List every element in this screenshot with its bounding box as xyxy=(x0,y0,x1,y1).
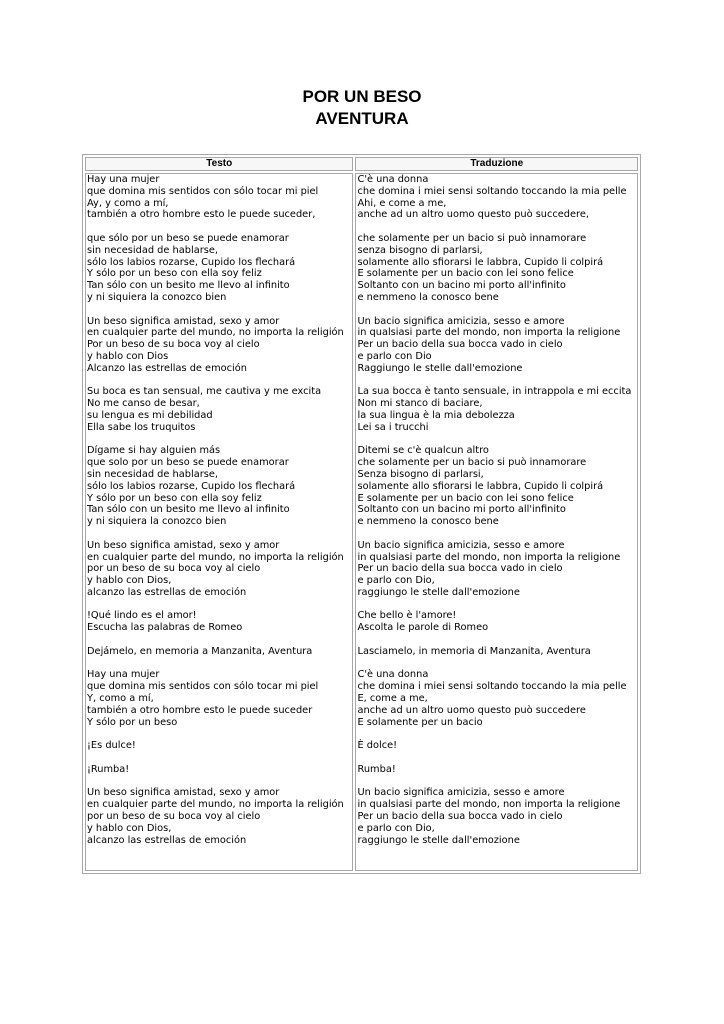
traduzione-line: la sua lingua è la mia debolezza xyxy=(357,409,515,421)
traduzione-line: in qualsiasi parte del mondo, non importa la religione xyxy=(357,799,621,811)
column-header-testo: Testo xyxy=(85,157,353,171)
testo-line: No me canso de besar, xyxy=(87,398,200,410)
testo-line: alcanzo las estrellas de emoción xyxy=(87,586,247,598)
testo-stanza xyxy=(87,386,351,433)
traduzione-line: E, come a me, xyxy=(357,693,428,705)
testo-line: Ella sabe los truquitos xyxy=(87,421,196,433)
traduzione-line: anche ad un altro uomo questo può succedere xyxy=(357,704,586,716)
traduzione-stanza xyxy=(357,386,636,433)
testo-line: Un beso significa amistad, sexo y amor xyxy=(87,539,280,551)
testo-line: Y sólo por un beso xyxy=(87,716,178,728)
lyrics-table xyxy=(82,154,641,874)
traduzione-line: E solamente per un bacio con lei sono felice xyxy=(357,492,574,504)
traduzione-line: Non mi stanco di baciare, xyxy=(357,398,483,410)
testo-line: Por un beso de su boca voy al cielo xyxy=(87,339,260,351)
testo-line: sólo los labios rozarse, Cupido los flechará xyxy=(87,256,296,268)
testo-line: en cualquier parte del mundo, no importa la religión xyxy=(87,327,344,339)
traduzione-stanza xyxy=(357,316,636,375)
traduzione-line: solamente allo sfiorarsi le labbra, Cupido li colpirá xyxy=(357,256,604,268)
testo-line: Hay una mujer xyxy=(87,174,160,185)
traduzione-line: Ditemi se c'è qualcun altro xyxy=(357,445,489,457)
column-header-traduzione: Traduzione xyxy=(355,157,638,171)
testo-line: Alcanzo las estrellas de emoción xyxy=(87,362,247,374)
traduzione-line: Lei sa i trucchi xyxy=(357,421,429,433)
testo-line: por un beso de su boca voy al cielo xyxy=(87,563,261,575)
lyrics-header-row xyxy=(85,157,638,171)
testo-line: que solo por un beso se puede enamorar xyxy=(87,457,289,469)
traduzione-line: senza bisogno di parlarsi, xyxy=(357,244,483,256)
testo-line: Un beso significa amistad, sexo y amor xyxy=(87,787,280,799)
testo-stanza xyxy=(87,174,351,221)
testo-line: Su boca es tan sensual, me cautiva y me excita xyxy=(87,386,322,398)
testo-line: su lengua es mi debilidad xyxy=(87,409,213,421)
song-title-line-1: POR UN BESO xyxy=(302,87,422,106)
testo-stanza xyxy=(87,316,351,375)
testo-line: en cualquier parte del mundo, no importa la religión xyxy=(87,551,344,563)
traduzione-stanza xyxy=(357,646,636,658)
traduzione-line: e nemmeno la conosco bene xyxy=(357,516,499,528)
testo-line: Escucha las palabras de Romeo xyxy=(87,622,243,634)
testo-line: en cualquier parte del mundo, no importa la religión xyxy=(87,799,344,811)
testo-line: Y sólo por un beso con ella soy feliz xyxy=(87,268,262,280)
testo-line: Dígame si hay alguien más xyxy=(87,445,221,457)
traduzione-line: Per un bacio della sua bocca vado in cielo xyxy=(357,811,563,823)
traduzione-line: e nemmeno la conosco bene xyxy=(357,291,499,303)
traduzione-line: Un bacio significa amicizia, sesso e amore xyxy=(357,539,565,551)
traduzione-line: Rumba! xyxy=(357,763,396,775)
testo-line: Dejámelo, en memoria a Manzanita, Aventura xyxy=(87,645,313,657)
testo-stanza xyxy=(87,233,351,304)
traduzione-line: in qualsiasi parte del mondo, non importa la religione xyxy=(357,327,621,339)
testo-line: sólo los labios rozarse, Cupido los flechará xyxy=(87,480,296,492)
testo-line: que sólo por un beso se puede enamorar xyxy=(87,232,289,244)
traduzione-line: È dolce! xyxy=(357,740,398,752)
testo-line: y ni siquiera la conozco bien xyxy=(87,291,227,303)
traduzione-line: Ahi, e come a me, xyxy=(357,197,447,209)
lyrics-body-row xyxy=(85,173,638,871)
testo-line: y hablo con Dios, xyxy=(87,822,172,834)
testo-line: y hablo con Dios, xyxy=(87,575,172,587)
testo-line: que domina mis sentidos con sólo tocar mi piel xyxy=(87,681,319,693)
traduzione-line: Per un bacio della sua bocca vado in cielo xyxy=(357,339,563,351)
testo-line: sin necesidad de hablarse, xyxy=(87,468,218,480)
traduzione-line: C'è una donna xyxy=(357,669,429,681)
testo-line: sin necesidad de hablarse, xyxy=(87,244,218,256)
testo-line: ¡Es dulce! xyxy=(87,740,136,752)
traduzione-stanza xyxy=(357,669,636,728)
traduzione-line: e parlo con Dio xyxy=(357,350,432,362)
testo-line: Tan sólo con un besito me llevo al infinito xyxy=(87,280,290,292)
testo-stanza xyxy=(87,646,351,658)
traduzione-line: raggiungo le stelle dall'emozione xyxy=(357,834,520,846)
traduzione-line: e parlo con Dio, xyxy=(357,575,435,587)
traduzione-stanza xyxy=(357,764,636,776)
traduzione-line: Un bacio significa amicizia, sesso e amore xyxy=(357,787,565,799)
traduzione-stanza xyxy=(357,233,636,304)
testo-column xyxy=(85,173,353,871)
traduzione-line: Che bello è l'amore! xyxy=(357,610,457,622)
testo-stanza xyxy=(87,764,351,776)
traduzione-stanza xyxy=(357,740,636,752)
traduzione-line: E solamente per un bacio con lei sono felice xyxy=(357,268,574,280)
testo-line: por un beso de su boca voy al cielo xyxy=(87,811,261,823)
testo-line: que domina mis sentidos con sólo tocar mi piel xyxy=(87,185,319,197)
testo-line: ¡Rumba! xyxy=(87,763,130,775)
testo-line: Tan sólo con un besito me llevo al infinito xyxy=(87,504,290,516)
song-title-line-2: AVENTURA xyxy=(315,109,409,128)
traduzione-line: che solamente per un bacio si può innamorare xyxy=(357,457,587,469)
traduzione-line: E solamente per un bacio xyxy=(357,716,483,728)
testo-stanza xyxy=(87,740,351,752)
traduzione-line: e parlo con Dio, xyxy=(357,822,435,834)
testo-line: también a otro hombre esto le puede suceder, xyxy=(87,209,316,221)
traduzione-line: Ascolta le parole di Romeo xyxy=(357,622,489,634)
traduzione-line: Per un bacio della sua bocca vado in cielo xyxy=(357,563,563,575)
traduzione-line: anche ad un altro uomo questo può succedere, xyxy=(357,209,590,221)
traduzione-stanza xyxy=(357,787,636,846)
traduzione-line: C'è una donna xyxy=(357,174,429,185)
traduzione-stanza xyxy=(357,445,636,528)
traduzione-line: Soltanto con un bacino mi porto all'infinito xyxy=(357,280,566,292)
testo-line: Y, como a mí, xyxy=(87,693,154,705)
testo-stanza xyxy=(87,669,351,728)
testo-line: y ni siquiera la conozco bien xyxy=(87,516,227,528)
testo-line: !Qué lindo es el amor! xyxy=(87,610,197,622)
testo-stanza xyxy=(87,610,351,634)
testo-line: Y sólo por un beso con ella soy feliz xyxy=(87,492,262,504)
traduzione-line: solamente allo sfiorarsi le labbra, Cupido li colpirá xyxy=(357,480,604,492)
traduzione-line: che domina i miei sensi soltando toccando la mia pelle xyxy=(357,185,627,197)
testo-line: también a otro hombre esto le puede suceder xyxy=(87,704,313,716)
testo-line: alcanzo las estrellas de emoción xyxy=(87,834,247,846)
traduzione-column xyxy=(355,173,638,871)
song-title xyxy=(0,86,724,130)
testo-line: Hay una mujer xyxy=(87,669,160,681)
traduzione-line: Soltanto con un bacino mi porto all'infinito xyxy=(357,504,566,516)
testo-line: y hablo con Dios xyxy=(87,350,169,362)
traduzione-line: in qualsiasi parte del mondo, non importa la religione xyxy=(357,551,621,563)
traduzione-line: La sua bocca è tanto sensuale, in intrappola e mi eccita xyxy=(357,386,632,398)
traduzione-line: Lasciamelo, in memoria di Manzanita, Aventura xyxy=(357,645,591,657)
traduzione-line: che solamente per un bacio si può innamorare xyxy=(357,232,587,244)
traduzione-line: Raggiungo le stelle dall'emozione xyxy=(357,362,523,374)
traduzione-stanza xyxy=(357,610,636,634)
testo-stanza xyxy=(87,540,351,599)
traduzione-line: raggiungo le stelle dall'emozione xyxy=(357,586,520,598)
testo-line: Ay, y como a mí, xyxy=(87,197,169,209)
traduzione-line: Un bacio significa amicizia, sesso e amore xyxy=(357,315,565,327)
testo-stanza xyxy=(87,787,351,846)
testo-stanza xyxy=(87,445,351,528)
traduzione-line: Senza bisogno di parlarsi, xyxy=(357,468,484,480)
testo-line: Un beso significa amistad, sexo y amor xyxy=(87,315,280,327)
traduzione-stanza xyxy=(357,174,636,221)
traduzione-line: che domina i miei sensi soltando toccando la mia pelle xyxy=(357,681,627,693)
traduzione-stanza xyxy=(357,540,636,599)
